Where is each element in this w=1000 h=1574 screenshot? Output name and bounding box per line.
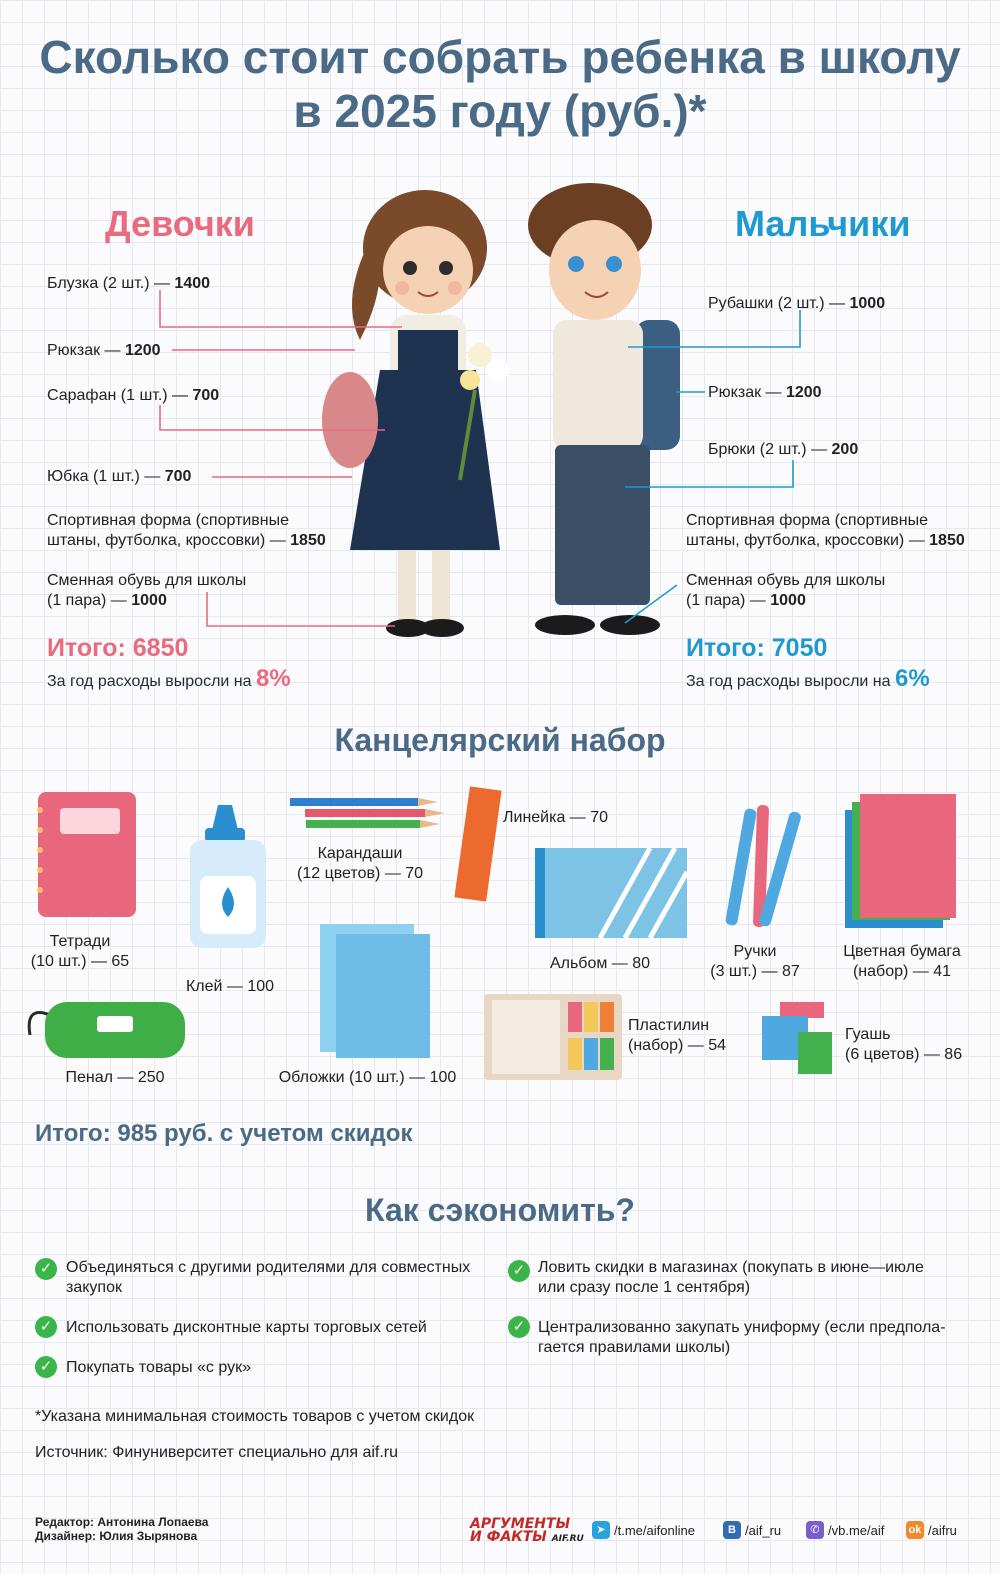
boys-item-shoes: Сменная обувь для школы (1 пара) — 1000: [686, 572, 886, 609]
editor-credit: Редактор: Антонина Лопаева: [35, 1515, 209, 1529]
pens-icon: [725, 805, 802, 928]
pencils-icon: [290, 798, 445, 828]
boys-total: Итого: 7050: [686, 634, 828, 662]
album-icon: [535, 848, 687, 938]
notebooks-label: Тетради (10 шт.) — 65: [30, 933, 130, 970]
check-icon: ✓: [508, 1316, 530, 1338]
girls-item-sportswear: Спортивная форма (спортивные штаны, футболка, кроссовки) — 1850: [47, 512, 326, 549]
boys-item-sportswear: Спортивная форма (спортивные штаны, футболка, кроссовки) — 1850: [686, 512, 965, 549]
tip-left-3: Покупать товары «с рук»: [66, 1359, 251, 1376]
ruler-icon: [454, 786, 501, 901]
title-line-1: Сколько стоит собрать ребенка в школу: [39, 31, 961, 83]
album-label: Альбом — 80: [549, 955, 651, 972]
tip-right-2: Централизованно закупать униформу (если предпола- гается правилами школы): [538, 1319, 946, 1356]
plasticine-label: Пластилин (набор) — 54: [628, 1017, 727, 1054]
check-icon: ✓: [35, 1356, 57, 1378]
vk-icon: B: [723, 1521, 741, 1539]
pencil-case-icon: [29, 1002, 185, 1058]
colored-paper-label: Цветная бумага (набор) — 41: [843, 943, 961, 980]
title-line-2: в 2025 году (руб.)*: [293, 85, 707, 137]
savings-heading: Как сэкономить?: [365, 1192, 635, 1228]
tip-right-1: Ловить скидки в магазинах (покупать в июне—июле или сразу после 1 сентября): [538, 1259, 924, 1296]
covers-label: Обложки (10 шт.) — 100: [278, 1069, 457, 1086]
boys-growth: За год расходы выросли на 6%: [686, 665, 930, 692]
girls-heading: Девочки: [105, 203, 255, 244]
social-telegram[interactable]: ➤ /t.me/aifonline: [592, 1521, 695, 1539]
stationery-heading: Канцелярский набор: [334, 722, 666, 758]
ruler-label: Линейка — 70: [503, 809, 609, 826]
tip-left-1: Объединяться с другими родителями для совместных закупок: [66, 1259, 471, 1296]
girls-item-blouse: Блузка (2 шт.) — 1400: [47, 275, 211, 292]
boys-heading: Мальчики: [735, 203, 911, 244]
pencils-label: Карандаши (12 цветов) — 70: [297, 845, 423, 882]
glue-label: Клей — 100: [185, 978, 275, 995]
girls-item-skirt: Юбка (1 шт.) — 700: [47, 468, 192, 485]
aif-logo[interactable]: АРГУМЕНТЫ И ФАКТЫ AIF.RU: [470, 1516, 584, 1545]
designer-credit: Дизайнер: Юлия Зырянова: [35, 1529, 198, 1543]
check-icon: ✓: [35, 1316, 57, 1338]
boys-item-trousers: Брюки (2 шт.) — 200: [708, 441, 859, 458]
viber-icon: ✆: [806, 1521, 824, 1539]
boys-item-backpack: Рюкзак — 1200: [708, 384, 822, 401]
ok-icon: ok: [906, 1521, 924, 1539]
footnote: *Указана минимальная стоимость товаров с учетом скидок: [35, 1408, 475, 1425]
plasticine-icon: [484, 994, 622, 1080]
tip-left-2: Использовать дисконтные карты торговых сетей: [66, 1319, 427, 1336]
colored-paper-icon: [845, 794, 956, 928]
social-ok[interactable]: ok /aifru: [906, 1521, 957, 1539]
covers-icon: [320, 924, 430, 1058]
girls-item-shoes: Сменная обувь для школы (1 пара) — 1000: [47, 572, 247, 609]
girls-growth: За год расходы выросли на 8%: [47, 665, 291, 692]
pencil-case-label: Пенал — 250: [65, 1069, 165, 1086]
source: Источник: Финуниверситет специально для aif.ru: [35, 1444, 399, 1461]
notebook-icon: [37, 792, 136, 917]
social-viber[interactable]: ✆ /vb.me/aif: [806, 1521, 884, 1539]
girls-total: Итого: 6850: [47, 634, 189, 662]
stationery-total: Итого: 985 руб. с учетом скидок: [35, 1120, 413, 1147]
girls-item-backpack: Рюкзак — 1200: [47, 342, 161, 359]
glue-icon: [190, 805, 266, 948]
gouache-icon: [762, 1002, 832, 1074]
check-icon: ✓: [508, 1260, 530, 1282]
gouache-label: Гуашь (6 цветов) — 86: [845, 1026, 963, 1063]
social-vk[interactable]: B /aif_ru: [723, 1521, 781, 1539]
check-icon: ✓: [35, 1258, 57, 1280]
pens-label: Ручки (3 шт.) — 87: [710, 943, 800, 980]
girls-item-sarafan: Сарафан (1 шт.) — 700: [47, 387, 220, 404]
telegram-icon: ➤: [592, 1521, 610, 1539]
boys-item-shirts: Рубашки (2 шт.) — 1000: [708, 295, 886, 312]
